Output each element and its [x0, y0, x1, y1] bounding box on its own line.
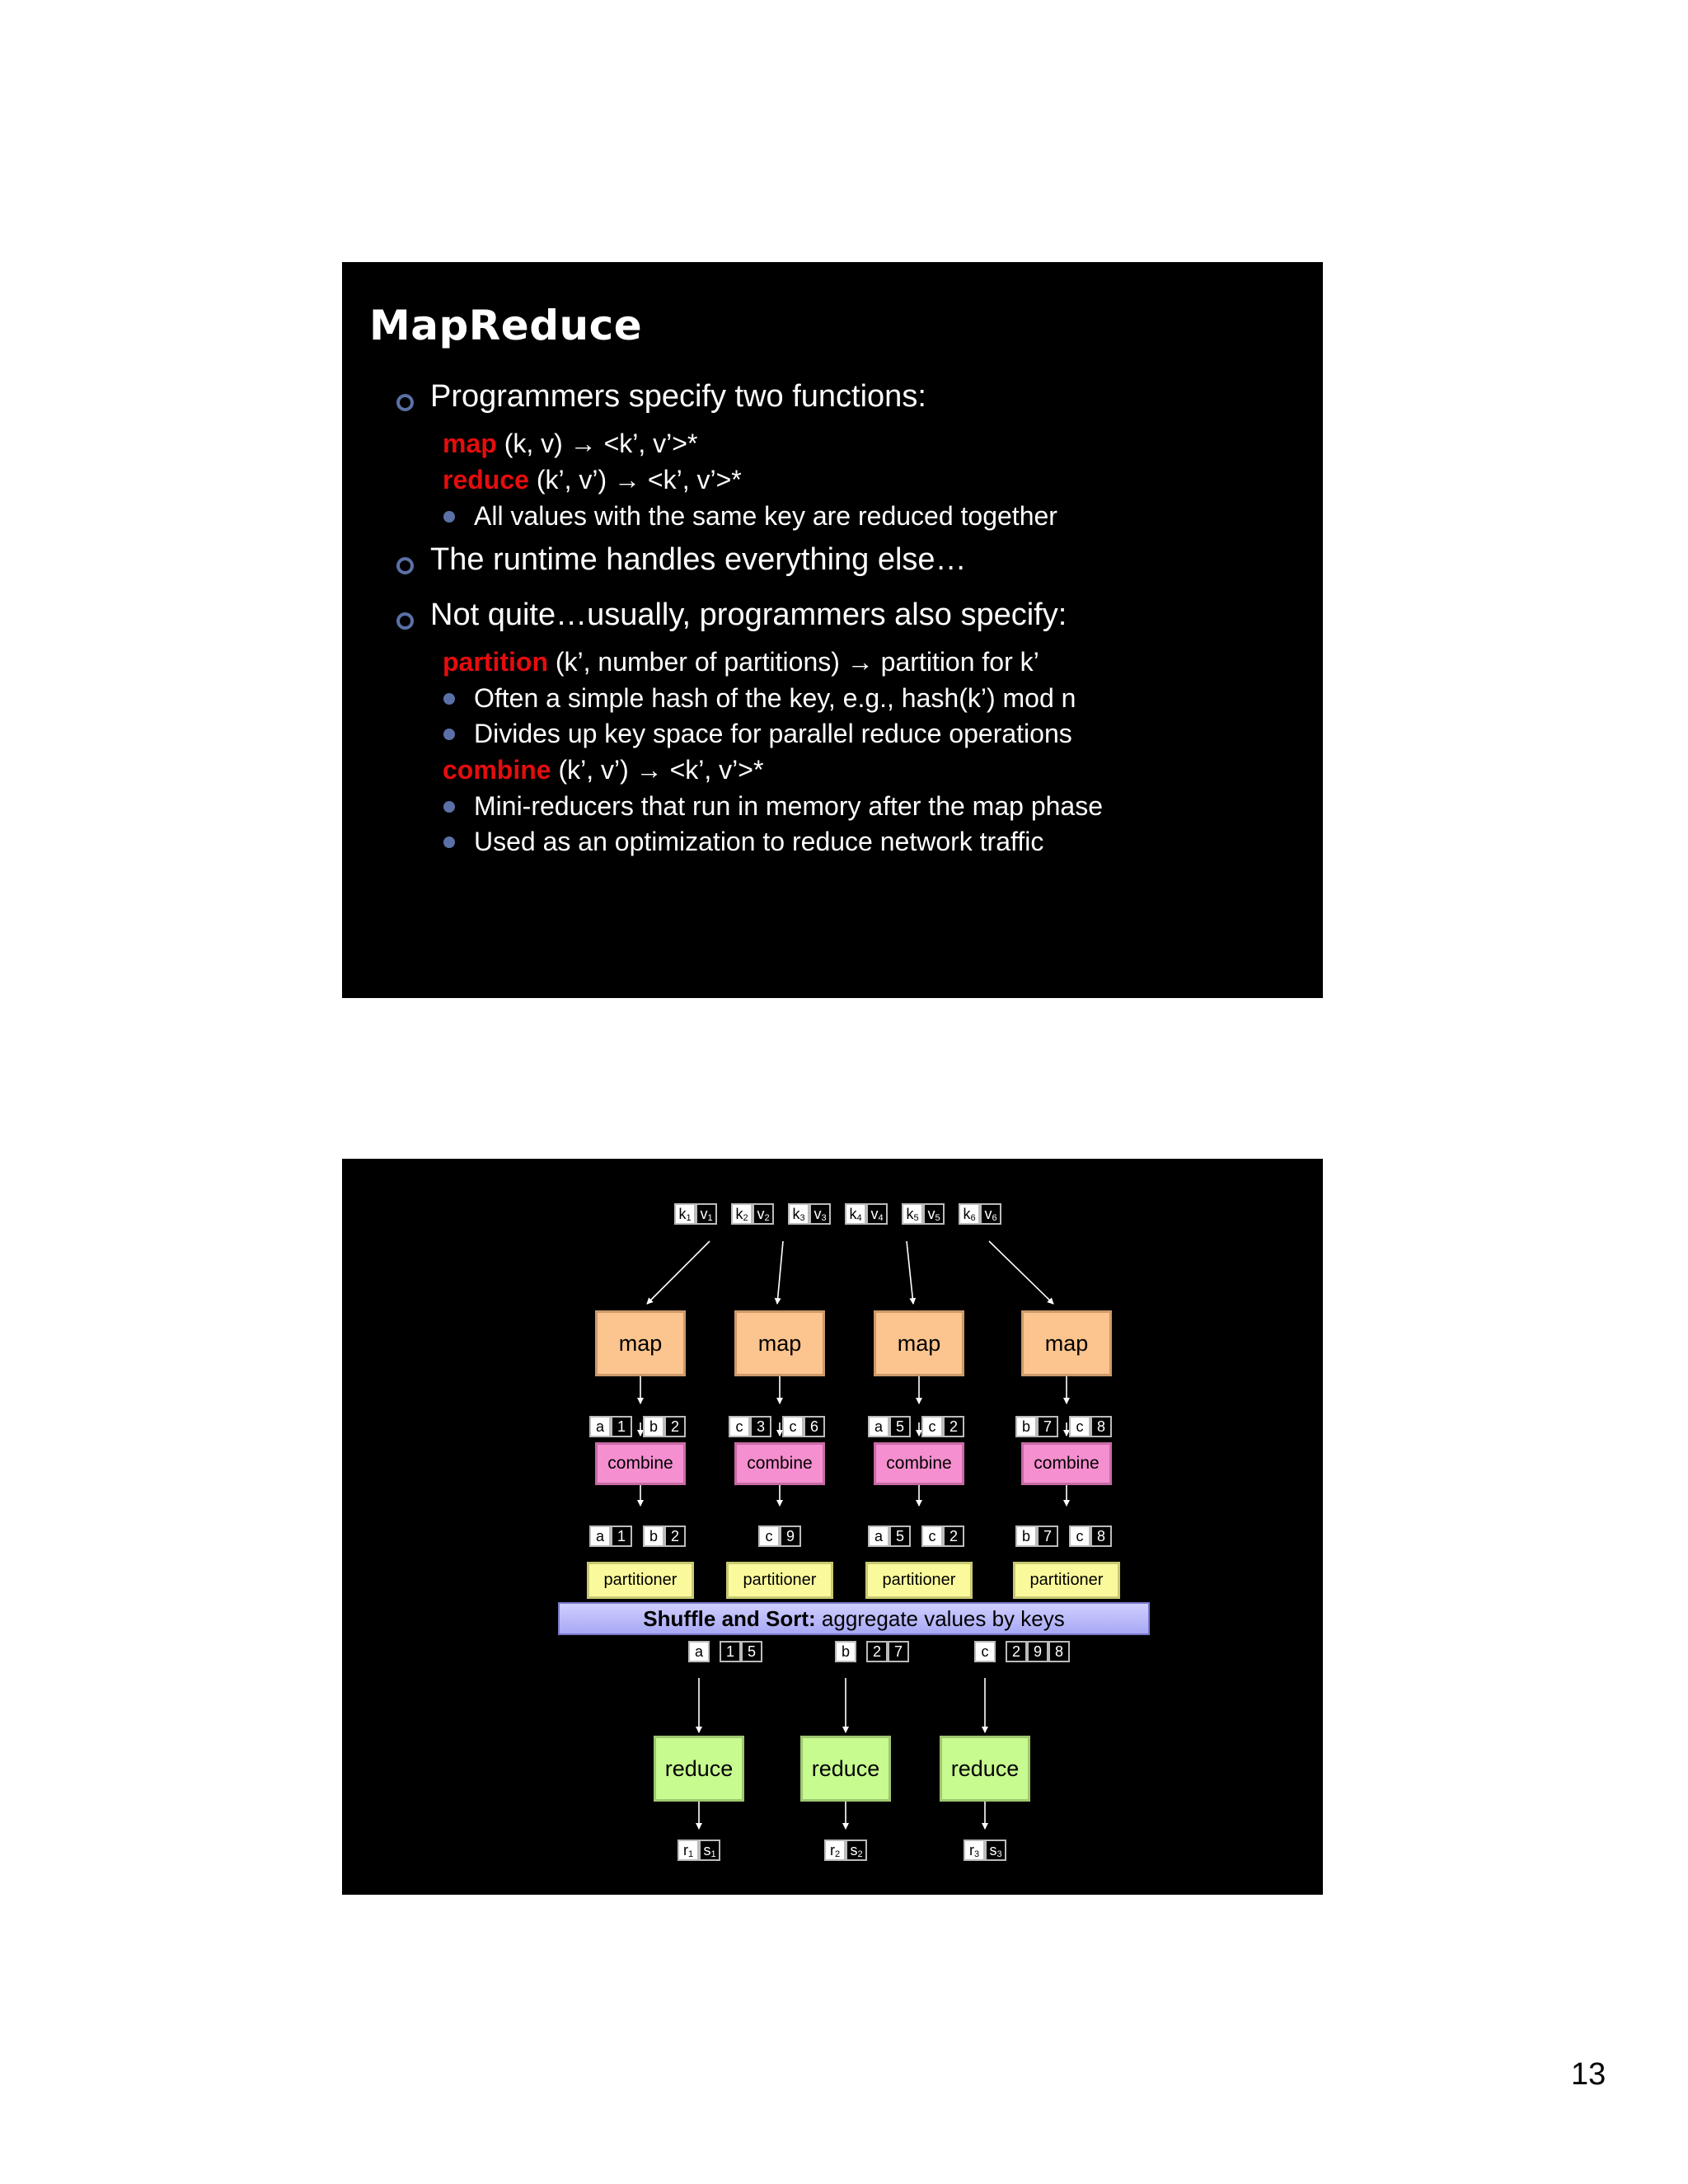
output-s-2-sub: 2 [857, 1849, 863, 1859]
map2-out-value-3: 3 [750, 1416, 771, 1437]
arrow-input-to-map-1 [647, 1241, 710, 1304]
map-signature [443, 429, 697, 459]
output-r-3-text: r [968, 1842, 974, 1858]
input-key-3-text: k [792, 1206, 800, 1222]
dot-bullet-icon [443, 837, 455, 848]
combine-box-1: combine [595, 1442, 686, 1485]
input-value-1-text: v [700, 1206, 708, 1222]
group-b-value-2: 2 [866, 1641, 888, 1662]
comb1-out-value-2: 2 [664, 1526, 686, 1547]
input-value-2 [753, 1203, 774, 1225]
comb1-out-key-b: b [643, 1526, 664, 1547]
map-sig-text: (k, v) → <k’, v’>* [496, 429, 698, 458]
comb3-out-key-c: c [921, 1526, 943, 1547]
output-s-2-text: s [850, 1842, 858, 1858]
input-key-6-text: k [963, 1206, 971, 1222]
reduce-box-1: reduce [654, 1736, 744, 1802]
comb1-out-value-1: 1 [611, 1526, 632, 1547]
input-key-4-text: k [849, 1206, 857, 1222]
group-a-value-5: 5 [741, 1641, 762, 1662]
group-key-c: c [974, 1641, 996, 1662]
reduce-keyword: reduce [443, 465, 529, 494]
input-key-1 [674, 1203, 696, 1225]
arrow-input-to-map-3 [907, 1241, 913, 1304]
combine-box-2: combine [734, 1442, 825, 1485]
input-key-1-text: k [678, 1206, 687, 1222]
group-c-value-8: 8 [1048, 1641, 1070, 1662]
arrow-input-to-map-2 [777, 1241, 783, 1304]
shuffle-sort-bar [558, 1602, 1150, 1635]
output-r-3 [964, 1840, 985, 1861]
slide-mapreduce-diagram [342, 1159, 1323, 1895]
reduce-box-2: reduce [800, 1736, 891, 1802]
partitioner-box-2: partitioner [726, 1562, 833, 1599]
sub-bullet-optimization: Used as an optimization to reduce network traffic [474, 827, 1044, 856]
map4-out-value-7: 7 [1037, 1416, 1058, 1437]
group-key-b: b [835, 1641, 856, 1662]
map-box-2: map [734, 1310, 825, 1376]
input-value-4-sub: 4 [878, 1213, 884, 1223]
map-keyword: map [443, 429, 497, 458]
input-value-3 [809, 1203, 831, 1225]
output-r-1-text: r [682, 1842, 688, 1858]
group-b-value-7: 7 [888, 1641, 909, 1662]
input-value-5-sub: 5 [935, 1213, 940, 1223]
shuffle-sort-text: aggregate values by keys [815, 1605, 1065, 1631]
map-box-4: map [1021, 1310, 1112, 1376]
map4-out-key-b: b [1015, 1416, 1037, 1437]
input-value-4-text: v [870, 1206, 879, 1222]
map3-out-value-5: 5 [889, 1416, 911, 1437]
sub-bullet-hash: Often a simple hash of the key, e.g., hash(k’) mod n [474, 683, 1076, 713]
partition-sig-text: (k’, number of partitions) → partition for k’ [547, 647, 1039, 677]
input-value-6 [980, 1203, 1001, 1225]
comb3-out-value-2: 2 [943, 1526, 964, 1547]
input-value-1-sub: 1 [707, 1213, 713, 1223]
input-value-5 [923, 1203, 945, 1225]
map4-out-value-8: 8 [1090, 1416, 1112, 1437]
comb1-out-key-a: a [589, 1526, 611, 1547]
group-c-value-2: 2 [1006, 1641, 1027, 1662]
comb4-out-key-b: b [1015, 1526, 1037, 1547]
bullet-not-quite: Not quite…usually, programmers also specify: [430, 598, 1067, 632]
output-r-1-sub: 1 [687, 1849, 694, 1859]
input-key-1-sub: 1 [686, 1213, 692, 1223]
reduce-signature [443, 465, 742, 495]
partitioner-box-3: partitioner [865, 1562, 973, 1599]
comb4-out-value-7: 7 [1037, 1526, 1058, 1547]
sub-bullet-mini-reducers: Mini-reducers that run in memory after the map phase [474, 791, 1103, 821]
combine-box-3: combine [874, 1442, 964, 1485]
combine-keyword: combine [443, 755, 551, 785]
input-value-5-text: v [927, 1206, 935, 1222]
sub-bullet-key-space: Divides up key space for parallel reduce operations [474, 719, 1072, 748]
map1-out-key-a: a [589, 1416, 611, 1437]
slide-title: MapReduce [369, 302, 643, 349]
output-s-3-text: s [989, 1842, 997, 1858]
input-key-5-sub: 5 [913, 1213, 919, 1223]
comb4-out-key-c: c [1069, 1526, 1090, 1547]
map2-out-value-6: 6 [804, 1416, 825, 1437]
combine-signature [443, 755, 763, 785]
map1-out-value-1: 1 [611, 1416, 632, 1437]
sub-bullet-same-key: All values with the same key are reduced together [474, 501, 1057, 531]
output-r-2 [824, 1840, 846, 1861]
dot-bullet-icon [443, 693, 455, 705]
input-key-3-sub: 3 [799, 1213, 805, 1223]
map-box-3: map [874, 1310, 964, 1376]
dot-bullet-icon [443, 729, 455, 740]
group-c-value-9: 9 [1027, 1641, 1048, 1662]
reduce-sig-text: (k’, v’) → <k’, v’>* [528, 465, 742, 494]
input-key-3 [788, 1203, 809, 1225]
partition-signature [443, 647, 1039, 677]
output-s-1-text: s [703, 1842, 711, 1858]
map3-out-value-2: 2 [943, 1416, 964, 1437]
input-key-4 [845, 1203, 866, 1225]
map1-out-key-b: b [643, 1416, 664, 1437]
input-key-2 [731, 1203, 753, 1225]
map3-out-key-c: c [921, 1416, 943, 1437]
dot-bullet-icon [443, 801, 455, 813]
input-key-6-sub: 6 [970, 1213, 976, 1223]
output-r-1 [678, 1840, 699, 1861]
output-r-2-text: r [829, 1842, 835, 1858]
output-s-3-sub: 3 [996, 1849, 1002, 1859]
input-value-2-sub: 2 [764, 1213, 770, 1223]
input-key-6 [959, 1203, 980, 1225]
output-r-2-sub: 2 [834, 1849, 841, 1859]
input-value-1 [696, 1203, 717, 1225]
ring-bullet-icon [396, 612, 414, 630]
output-s-1-sub: 1 [710, 1849, 716, 1859]
bullet-programmers-specify: Programmers specify two functions: [430, 379, 926, 414]
comb3-out-key-a: a [868, 1526, 889, 1547]
input-key-2-text: k [735, 1206, 743, 1222]
comb4-out-value-8: 8 [1090, 1526, 1112, 1547]
comb2-out-value-9: 9 [780, 1526, 801, 1547]
reduce-box-3: reduce [940, 1736, 1030, 1802]
combine-box-4: combine [1021, 1442, 1112, 1485]
arrow-input-to-map-4 [989, 1241, 1053, 1304]
input-value-2-text: v [757, 1206, 765, 1222]
group-key-a: a [688, 1641, 710, 1662]
input-value-4 [866, 1203, 888, 1225]
output-s-3 [985, 1840, 1006, 1861]
ring-bullet-icon [396, 394, 414, 411]
map3-out-key-a: a [868, 1416, 889, 1437]
input-value-3-text: v [814, 1206, 822, 1222]
comb3-out-value-5: 5 [889, 1526, 911, 1547]
output-r-3-sub: 3 [973, 1849, 980, 1859]
map2-out-key-c2: c [782, 1416, 804, 1437]
shuffle-sort-bold: Shuffle and Sort: [643, 1605, 816, 1631]
partitioner-box-1: partitioner [587, 1562, 694, 1599]
slide-mapreduce-text [342, 262, 1323, 998]
output-s-2 [846, 1840, 867, 1861]
bullet-runtime-handles: The runtime handles everything else… [430, 542, 967, 577]
input-key-5-text: k [906, 1206, 914, 1222]
comb2-out-key-c: c [758, 1526, 780, 1547]
map-box-1: map [595, 1310, 686, 1376]
combine-sig-text: (k’, v’) → <k’, v’>* [551, 755, 764, 785]
input-value-6-sub: 6 [992, 1213, 997, 1223]
output-s-1 [699, 1840, 720, 1861]
input-key-4-sub: 4 [856, 1213, 862, 1223]
map1-out-value-2: 2 [664, 1416, 686, 1437]
dot-bullet-icon [443, 511, 455, 523]
partition-keyword: partition [443, 647, 548, 677]
map4-out-key-c: c [1069, 1416, 1090, 1437]
input-key-2-sub: 2 [743, 1213, 748, 1223]
group-a-value-1: 1 [720, 1641, 741, 1662]
input-value-3-sub: 3 [821, 1213, 827, 1223]
input-value-6-text: v [984, 1206, 992, 1222]
partitioner-box-4: partitioner [1013, 1562, 1120, 1599]
map2-out-key-c: c [729, 1416, 750, 1437]
ring-bullet-icon [396, 557, 414, 574]
input-key-5 [902, 1203, 923, 1225]
page-number: 13 [1571, 2057, 1606, 2092]
